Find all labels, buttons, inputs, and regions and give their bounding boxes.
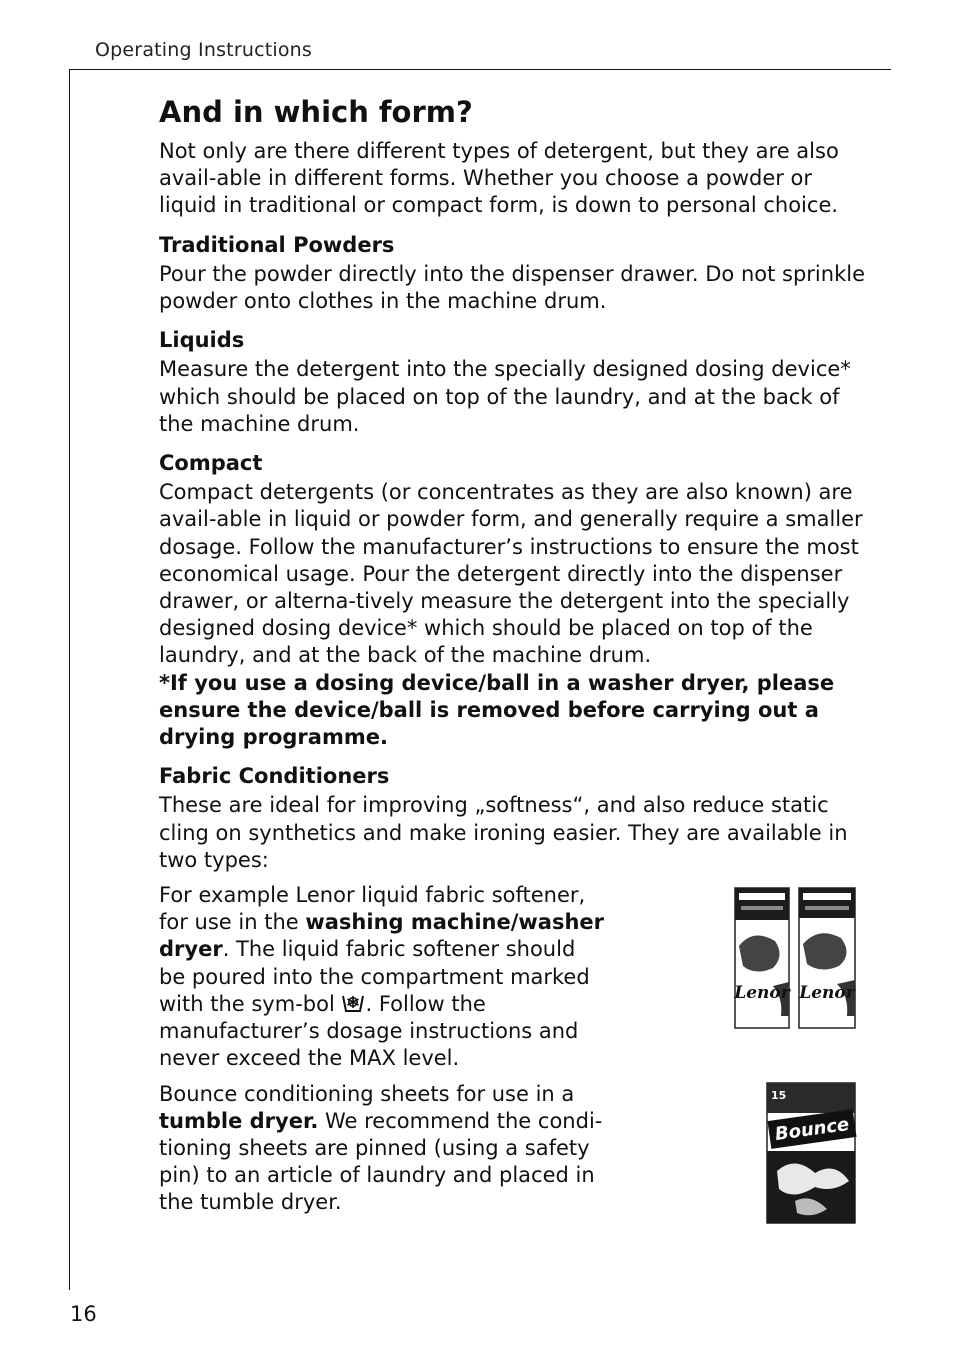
fabric-softener-compartment-icon xyxy=(341,993,365,1014)
lenor-text-2: . The liquid fabric softener should be poured into the compartment marked with the sym-bol xyxy=(159,937,590,1016)
liquids-section xyxy=(159,327,871,438)
fabric-conditioners-section xyxy=(159,763,871,1216)
bounce-text-1: Bounce conditioning sheets for use in a xyxy=(159,1081,575,1106)
compact-warning: *If you use a dosing device/ball in a washer dryer, please ensure the device/ball is removed before carrying out a drying programme. xyxy=(159,670,835,750)
bounce-logo: Bounce xyxy=(773,1113,851,1145)
bounce-text-bold: tumble dryer. xyxy=(159,1108,319,1133)
header-rule xyxy=(69,69,891,70)
lenor-text-bold: washing machine/washer dryer xyxy=(159,910,605,962)
bounce-text-2: We recommend the condi-tioning sheets are pinned (using a safety pin) to an article of laundry and placed in the tumble dryer. xyxy=(159,1108,603,1215)
lenor-logo-right: Lenor xyxy=(799,983,855,1004)
liquids-text: Measure the detergent into the specially designed dosing device* which should be placed on top of the laundry, and at the back of the machine drum. xyxy=(159,357,851,436)
section-title: And in which form? xyxy=(159,95,473,129)
lenor-paragraph xyxy=(159,882,607,1072)
page-number: 16 xyxy=(70,1302,97,1326)
lenor-bottle-left xyxy=(733,888,790,1028)
traditional-powders-heading: Traditional Powders xyxy=(159,232,395,257)
fabric-conditioners-heading: Fabric Conditioners xyxy=(159,764,390,789)
compact-heading: Compact xyxy=(159,451,263,476)
bounce-paragraph xyxy=(159,1081,607,1217)
bounce-count: 15 xyxy=(771,1088,787,1102)
running-header: Operating Instructions xyxy=(95,39,313,61)
lenor-text-1: For example Lenor liquid fabric softener, for use in the xyxy=(159,883,586,935)
intro-paragraph: Not only are there different types of detergent, but they are also avail-able in different forms. Whether you choose a powder or liquid in traditional or compact form, is down to personal choice. xyxy=(159,139,839,218)
traditional-powders-section xyxy=(159,232,871,316)
margin-rule xyxy=(69,69,70,1290)
lenor-row xyxy=(159,882,871,1072)
compact-section xyxy=(159,450,871,751)
lenor-bottle-right xyxy=(798,888,855,1028)
lenor-text-3: . Follow the manufacturer’s dosage instructions and never exceed the MAX level. xyxy=(159,991,579,1071)
bounce-row xyxy=(159,1081,871,1217)
traditional-powders-text: Pour the powder directly into the dispenser drawer. Do not sprinkle powder onto clothes in the machine drum. xyxy=(159,261,865,314)
lenor-logo-left: Lenor xyxy=(734,983,790,1004)
compact-text: Compact detergents (or concentrates as they are also known) are avail-able in liquid or powder form, and generally require a smaller dosage. Follow the manufacturer’s instructions to ensure the most economical usage. Pour the detergent directly into the dispenser drawer, or alterna-tively measure the detergent into the specially designed dosing device* which should be placed on top of the laundry, and at the back of the machine drum. xyxy=(159,480,863,668)
liquids-heading: Liquids xyxy=(159,328,245,353)
page-content xyxy=(159,92,871,1217)
fabric-conditioners-text: These are ideal for improving „softness“, and also reduce static cling on synthetics and make ironing easier. They are available in two types: xyxy=(159,793,848,872)
